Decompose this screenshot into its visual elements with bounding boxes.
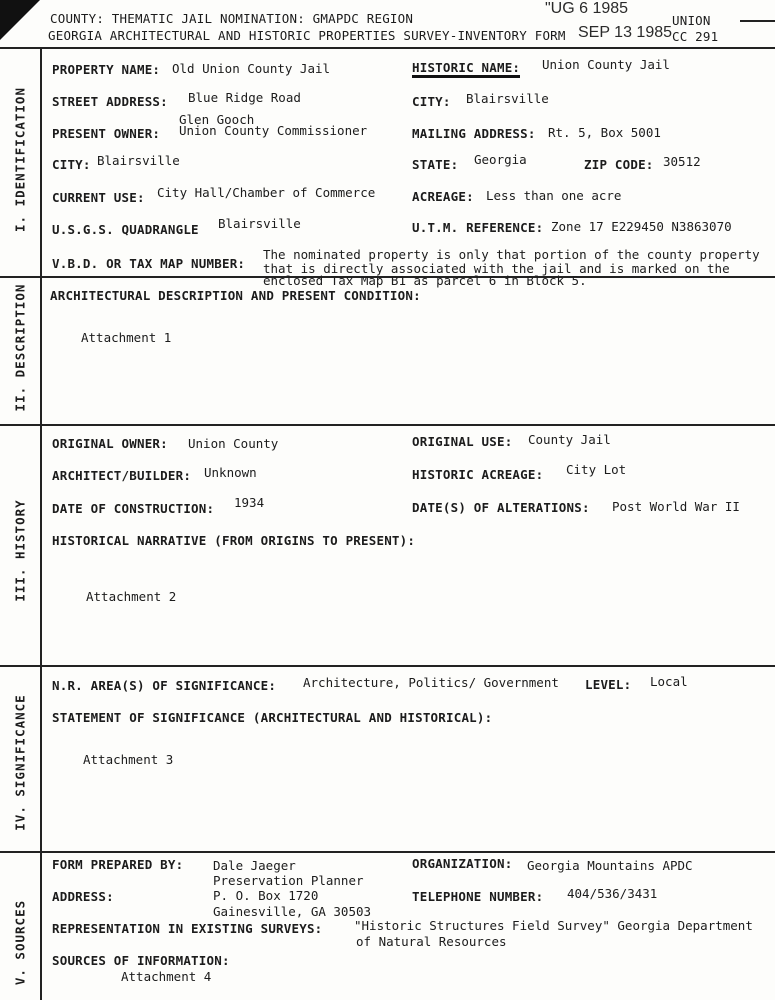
sources-attachment: Attachment 4 xyxy=(121,969,212,984)
divider-history xyxy=(0,665,775,667)
organization-value: Georgia Mountains APDC xyxy=(527,858,693,873)
architect-label: ARCHITECT/BUILDER: xyxy=(52,468,192,483)
county-underline xyxy=(740,20,775,22)
sidebar-sources: V. SOURCES xyxy=(12,899,28,986)
owner-city-label: CITY: xyxy=(52,157,91,172)
vbd-label: V.B.D. OR TAX MAP NUMBER: xyxy=(52,256,246,271)
prepared-by-label: FORM PREPARED BY: xyxy=(52,857,184,872)
received-stamp: "UG 6 1985 xyxy=(545,0,629,17)
header-line-2: GEORGIA ARCHITECTURAL AND HISTORIC PROPERTIES SURVEY-INVENTORY FORM xyxy=(48,28,566,43)
current-use-value: City Hall/Chamber of Commerce xyxy=(157,185,376,200)
historic-name-label: HISTORIC NAME: xyxy=(412,60,520,78)
original-use-label: ORIGINAL USE: xyxy=(412,434,513,449)
historic-name-value: Union County Jail xyxy=(542,57,670,72)
street-address-value: Blue Ridge Road xyxy=(188,90,301,105)
architect-value: Unknown xyxy=(204,465,257,480)
sidebar-history: III. HISTORY xyxy=(12,499,28,602)
telephone-value: 404/536/3431 xyxy=(567,886,658,901)
date-stamp: SEP 13 1985 xyxy=(578,24,673,41)
representation-label: REPRESENTATION IN EXISTING SURVEYS: xyxy=(52,921,323,936)
address-line-2: Gainesville, GA 30503 xyxy=(213,904,372,919)
city-value: Blairsville xyxy=(466,91,549,106)
divider-description xyxy=(0,424,775,426)
sidebar-significance: IV. SIGNIFICANCE xyxy=(12,694,28,831)
sidebar-description: II. DESCRIPTION xyxy=(12,283,28,412)
representation-line-2: of Natural Resources xyxy=(356,934,507,949)
representation-line-1: "Historic Structures Field Survey" Georgia Department xyxy=(354,918,753,933)
corner-mark xyxy=(0,0,40,40)
vbd-line-2: that is directly associated with the jail and is marked on the xyxy=(263,261,730,276)
owner-city-value: Blairsville xyxy=(97,153,180,168)
original-owner-value: Union County xyxy=(188,436,279,451)
prepared-by-name: Dale Jaeger xyxy=(213,858,296,873)
original-owner-label: ORIGINAL OWNER: xyxy=(52,436,168,451)
history-attachment: Attachment 2 xyxy=(86,589,177,604)
present-owner-title: Union County Commissioner xyxy=(179,123,368,138)
address-label: ADDRESS: xyxy=(52,889,114,904)
state-value: Georgia xyxy=(474,152,527,167)
vbd-line-3: enclosed Tax Map B1 as parcel 6 in Block 5. xyxy=(263,273,587,288)
alterations-value: Post World War II xyxy=(612,499,740,514)
construction-value: 1934 xyxy=(234,495,265,510)
city-label: CITY: xyxy=(412,94,451,109)
organization-label: ORGANIZATION: xyxy=(412,856,513,871)
original-use-value: County Jail xyxy=(528,432,611,447)
usgs-label: U.S.G.S. QUADRANGLE xyxy=(52,222,199,237)
property-name-value: Old Union County Jail xyxy=(172,61,331,76)
historic-acreage-value: City Lot xyxy=(566,462,627,477)
sidebar-divider xyxy=(40,47,42,1000)
telephone-label: TELEPHONE NUMBER: xyxy=(412,889,544,904)
vbd-line-1: The nominated property is only that portion of the county property xyxy=(263,247,760,262)
level-value: Local xyxy=(650,674,688,689)
historic-acreage-label: HISTORIC ACREAGE: xyxy=(412,467,544,482)
present-owner-label: PRESENT OWNER: xyxy=(52,126,161,141)
utm-value: Zone 17 E229450 N3863070 xyxy=(551,219,732,234)
present-owner-name: Glen Gooch xyxy=(179,112,255,127)
sources-label: SOURCES OF INFORMATION: xyxy=(52,953,230,968)
current-use-label: CURRENT USE: xyxy=(52,190,145,205)
form-code: CC 291 xyxy=(672,29,719,44)
areas-value: Architecture, Politics/ Government xyxy=(303,675,559,690)
zip-value: 30512 xyxy=(663,154,701,169)
areas-label: N.R. AREA(S) OF SIGNIFICANCE: xyxy=(52,678,277,693)
mailing-address-label: MAILING ADDRESS: xyxy=(412,126,536,141)
construction-label: DATE OF CONSTRUCTION: xyxy=(52,501,215,516)
significance-attachment: Attachment 3 xyxy=(83,752,174,767)
header-line-1: COUNTY: THEMATIC JAIL NOMINATION: GMAPDC REGION xyxy=(50,11,414,26)
description-attachment: Attachment 1 xyxy=(81,330,172,345)
statement-heading: STATEMENT OF SIGNIFICANCE (ARCHITECTURAL AND HISTORICAL): xyxy=(52,710,493,725)
narrative-heading: HISTORICAL NARRATIVE (FROM ORIGINS TO PRESENT): xyxy=(52,533,416,548)
prepared-by-title: Preservation Planner xyxy=(213,873,364,888)
acreage-label: ACREAGE: xyxy=(412,189,474,204)
sidebar-identification: I. IDENTIFICATION xyxy=(12,87,28,232)
divider-header xyxy=(0,47,775,49)
description-heading: ARCHITECTURAL DESCRIPTION AND PRESENT CONDITION: xyxy=(50,288,421,303)
divider-significance xyxy=(0,851,775,853)
acreage-value: Less than one acre xyxy=(486,188,622,203)
street-address-label: STREET ADDRESS: xyxy=(52,94,168,109)
property-name-label: PROPERTY NAME: xyxy=(52,62,161,77)
utm-label: U.T.M. REFERENCE: xyxy=(412,220,544,235)
address-line-1: P. O. Box 1720 xyxy=(213,888,319,903)
alterations-label: DATE(S) OF ALTERATIONS: xyxy=(412,500,590,515)
state-label: STATE: xyxy=(412,157,459,172)
mailing-address-value: Rt. 5, Box 5001 xyxy=(548,125,661,140)
county-name: UNION xyxy=(672,13,711,28)
zip-label: ZIP CODE: xyxy=(584,157,654,172)
level-label: LEVEL: xyxy=(585,677,632,692)
usgs-value: Blairsville xyxy=(218,216,301,231)
